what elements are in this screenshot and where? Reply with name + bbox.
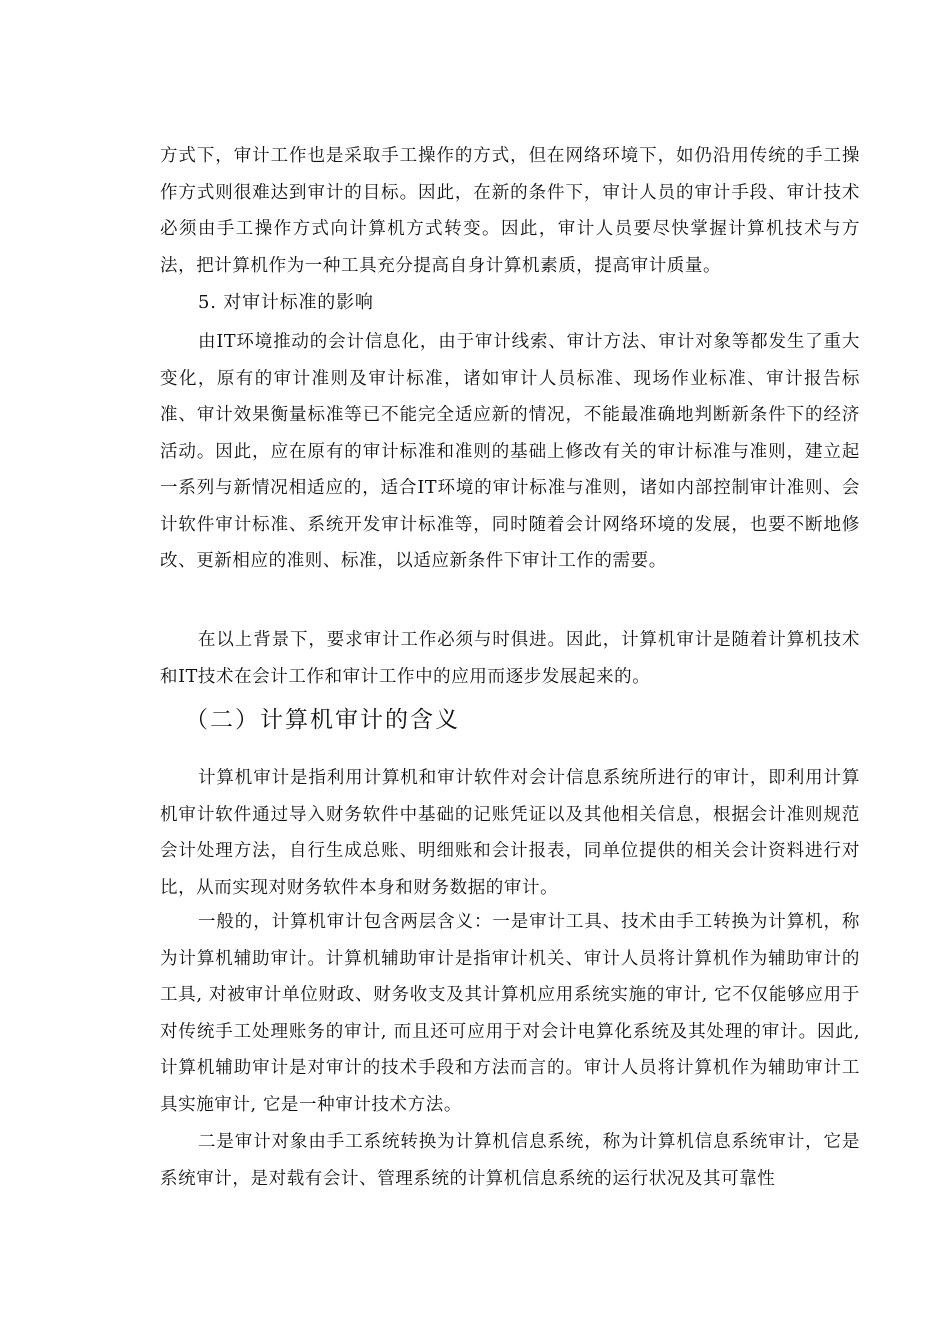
paragraph-top: 方式下，审计工作也是采取手工操作的方式，但在网络环境下，如仍沿用传统的手工操作方式则很难达到审计的目标。因此，在新的条件下，审计人员的审计手段、审计技术必须由手工操作方式向计算机方式转变。因此，审计人员要尽快掌握计算机技术与方法，把计算机作为一种工具充分提高自身计算机素质，提高审计质量。: [160, 146, 860, 276]
paragraph-background: 在以上背景下，要求审计工作必须与时俱进。因此，计算机审计是随着计算机技术和IT技术在会计工作和审计工作中的应用而逐步发展起来的。: [160, 630, 860, 687]
subheading-audit-standards: 5. 对审计标准的影响: [198, 292, 374, 313]
paragraph-two-meanings: 一般的，计算机审计包含两层含义：一是审计工具、技术由手工转换为计算机，称为计算机辅助审计。计算机辅助审计是指审计机关、审计人员将计算机作为辅助审计的工具, 对被审计单位财政、财务收支及其计算机应用系统实施的审计, 它不仅能够应用于对传统手工处理账务的审计, 而且还可应用于对会计电算化系统及其处理的审计。因此,计算机辅助审计是对审计的技术手段和方法而言的。审计人员将计算机作为辅助审计工具实施审计, 它是一种审计技术方法。: [160, 912, 860, 1115]
paragraph-audit-standards: 由IT环境推动的会计信息化，由于审计线索、审计方法、审计对象等都发生了重大变化，原有的审计准则及审计标准，诸如审计人员标准、现场作业标准、审计报告标准、审计效果衡量标准等已不能完全适应新的情况，不能最准确地判断新条件下的经济活动。因此，应在原有的审计标准和准则的基础上修改有关的审计标准与准则，建立起一系列与新情况相适应的，适合IT环境的审计标准与准则，诸如内部控制审计准则、会计软件审计标准、系统开发审计标准等，同时随着会计网络环境的发展，也要不断地修改、更新相应的准则、标准，以适应新条件下审计工作的需要。: [160, 332, 860, 571]
section-heading-computer-audit-meaning: （二）计算机审计的含义: [185, 707, 460, 733]
paragraph-definition: 计算机审计是指利用计算机和审计软件对会计信息系统所进行的审计，即利用计算机审计软件通过导入财务软件中基础的记账凭证以及其他相关信息，根据会计准则规范会计处理方法，自行生成总账、明细账和会计报表，同单位提供的相关会计资料进行对比，从而实现对财务软件本身和财务数据的审计。: [160, 768, 860, 898]
paragraph-system-audit: 二是审计对象由手工系统转换为计算机信息系统，称为计算机信息系统审计，它是系统审计，是对载有会计、管理系统的计算机信息系统的运行状况及其可靠性: [160, 1132, 860, 1189]
